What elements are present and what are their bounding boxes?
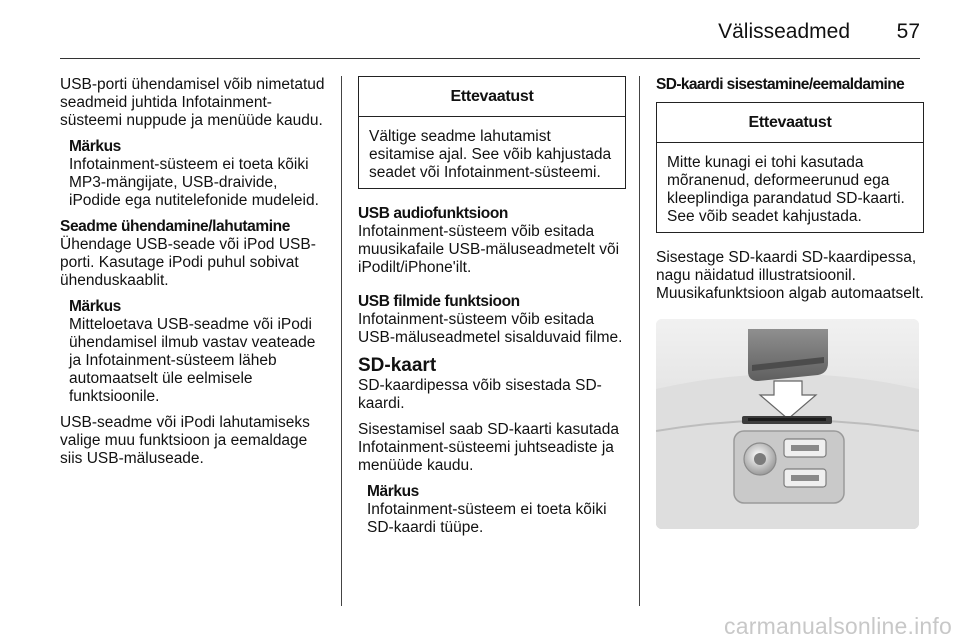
note-title: Märkus — [367, 483, 419, 500]
note-title: Märkus — [69, 138, 121, 155]
note — [60, 298, 330, 406]
note-text: Infotainment-süsteem ei toeta kõiki SD-kaardi tüüpe. — [367, 501, 607, 536]
warning-text: Mitte kunagi ei tohi kasutada mõranenud, deformeerunud ega kleeplindiga parandatud SD-kaarti. See võib seadet kahjustada. — [667, 154, 905, 225]
note-text: Mitteloetava USB-seadme või iPodi ühendamisel ilmub vastav veateade ja Infotainment-süsteem läheb automaatselt üle eelmisele funktsioonile. — [69, 316, 316, 405]
paragraph: SD-kaardipessa võib sisestada SD-kaardi. — [358, 377, 602, 412]
paragraph: Sisestage SD-kaardi SD-kaardipessa, nagu näidatud illustratsioonil. Muusikafunktsioon algab automaatselt. — [656, 249, 924, 302]
note-text: Infotainment-süsteem ei toeta kõiki MP3-mängijate, USB-draivide, iPodide ega nutitelefonide mudeleid. — [69, 156, 319, 209]
sd-card-shape — [748, 329, 828, 381]
sd-card-heading: SD-kaart — [358, 355, 437, 376]
header-rule — [60, 58, 920, 59]
sd-slot-drawing — [656, 319, 919, 529]
paragraph: Sisestamisel saab SD-kaarti kasutada Infotainment-süsteemi juhtseadiste ja menüüde kaudu. — [358, 421, 620, 474]
page-number: 57 — [896, 20, 920, 43]
section-title: USB filmide funktsioon — [358, 293, 520, 310]
column-divider — [341, 76, 342, 606]
paragraph: USB-porti ühendamisel võib nimetatud seadmeid juhtida Infotainment-süsteemi nuppude ja menüüde kaudu. — [60, 76, 325, 129]
section-title: Seadme ühendamine/lahutamine — [60, 218, 290, 235]
page-header — [0, 0, 960, 60]
note-title: Märkus — [69, 298, 121, 315]
chapter-title: Välisseadmed — [718, 20, 850, 43]
column-right — [656, 76, 924, 529]
watermark: carmanualsonline.info — [724, 613, 952, 639]
column-left — [60, 76, 330, 476]
note — [60, 138, 330, 210]
paragraph: Infotainment-süsteem võib esitada muusikafaile USB-mäluseadmetelt või iPodilt/iPhone'ilt. — [358, 223, 620, 276]
warning-text: Vältige seadme lahutamist esitamise ajal. See võib kahjustada seadet või Infotainment-süsteemi. — [369, 128, 612, 181]
column-divider — [639, 76, 640, 606]
paragraph: Infotainment-süsteem võib esitada USB-mäluseadmetel sisalduvaid filme. — [358, 311, 623, 346]
sd-card-illustration — [656, 319, 919, 529]
paragraph: Ühendage USB-seade või iPod USB-porti. Kasutage iPodi puhul sobivat ühenduskaablit. — [60, 236, 316, 289]
warning-title: Ettevaatust — [657, 103, 923, 143]
paragraph: USB-seadme või iPodi lahutamiseks valige muu funktsioon ja eemaldage siis USB-mäluseade. — [60, 414, 310, 467]
warning-box — [358, 76, 626, 189]
warning-title: Ettevaatust — [359, 77, 625, 117]
warning-box — [656, 102, 924, 233]
column-middle — [358, 76, 626, 545]
note — [358, 483, 626, 537]
section-title: USB audiofunktsioon — [358, 205, 508, 222]
section-title: SD-kaardi sisestamine/eemaldamine — [656, 76, 905, 93]
